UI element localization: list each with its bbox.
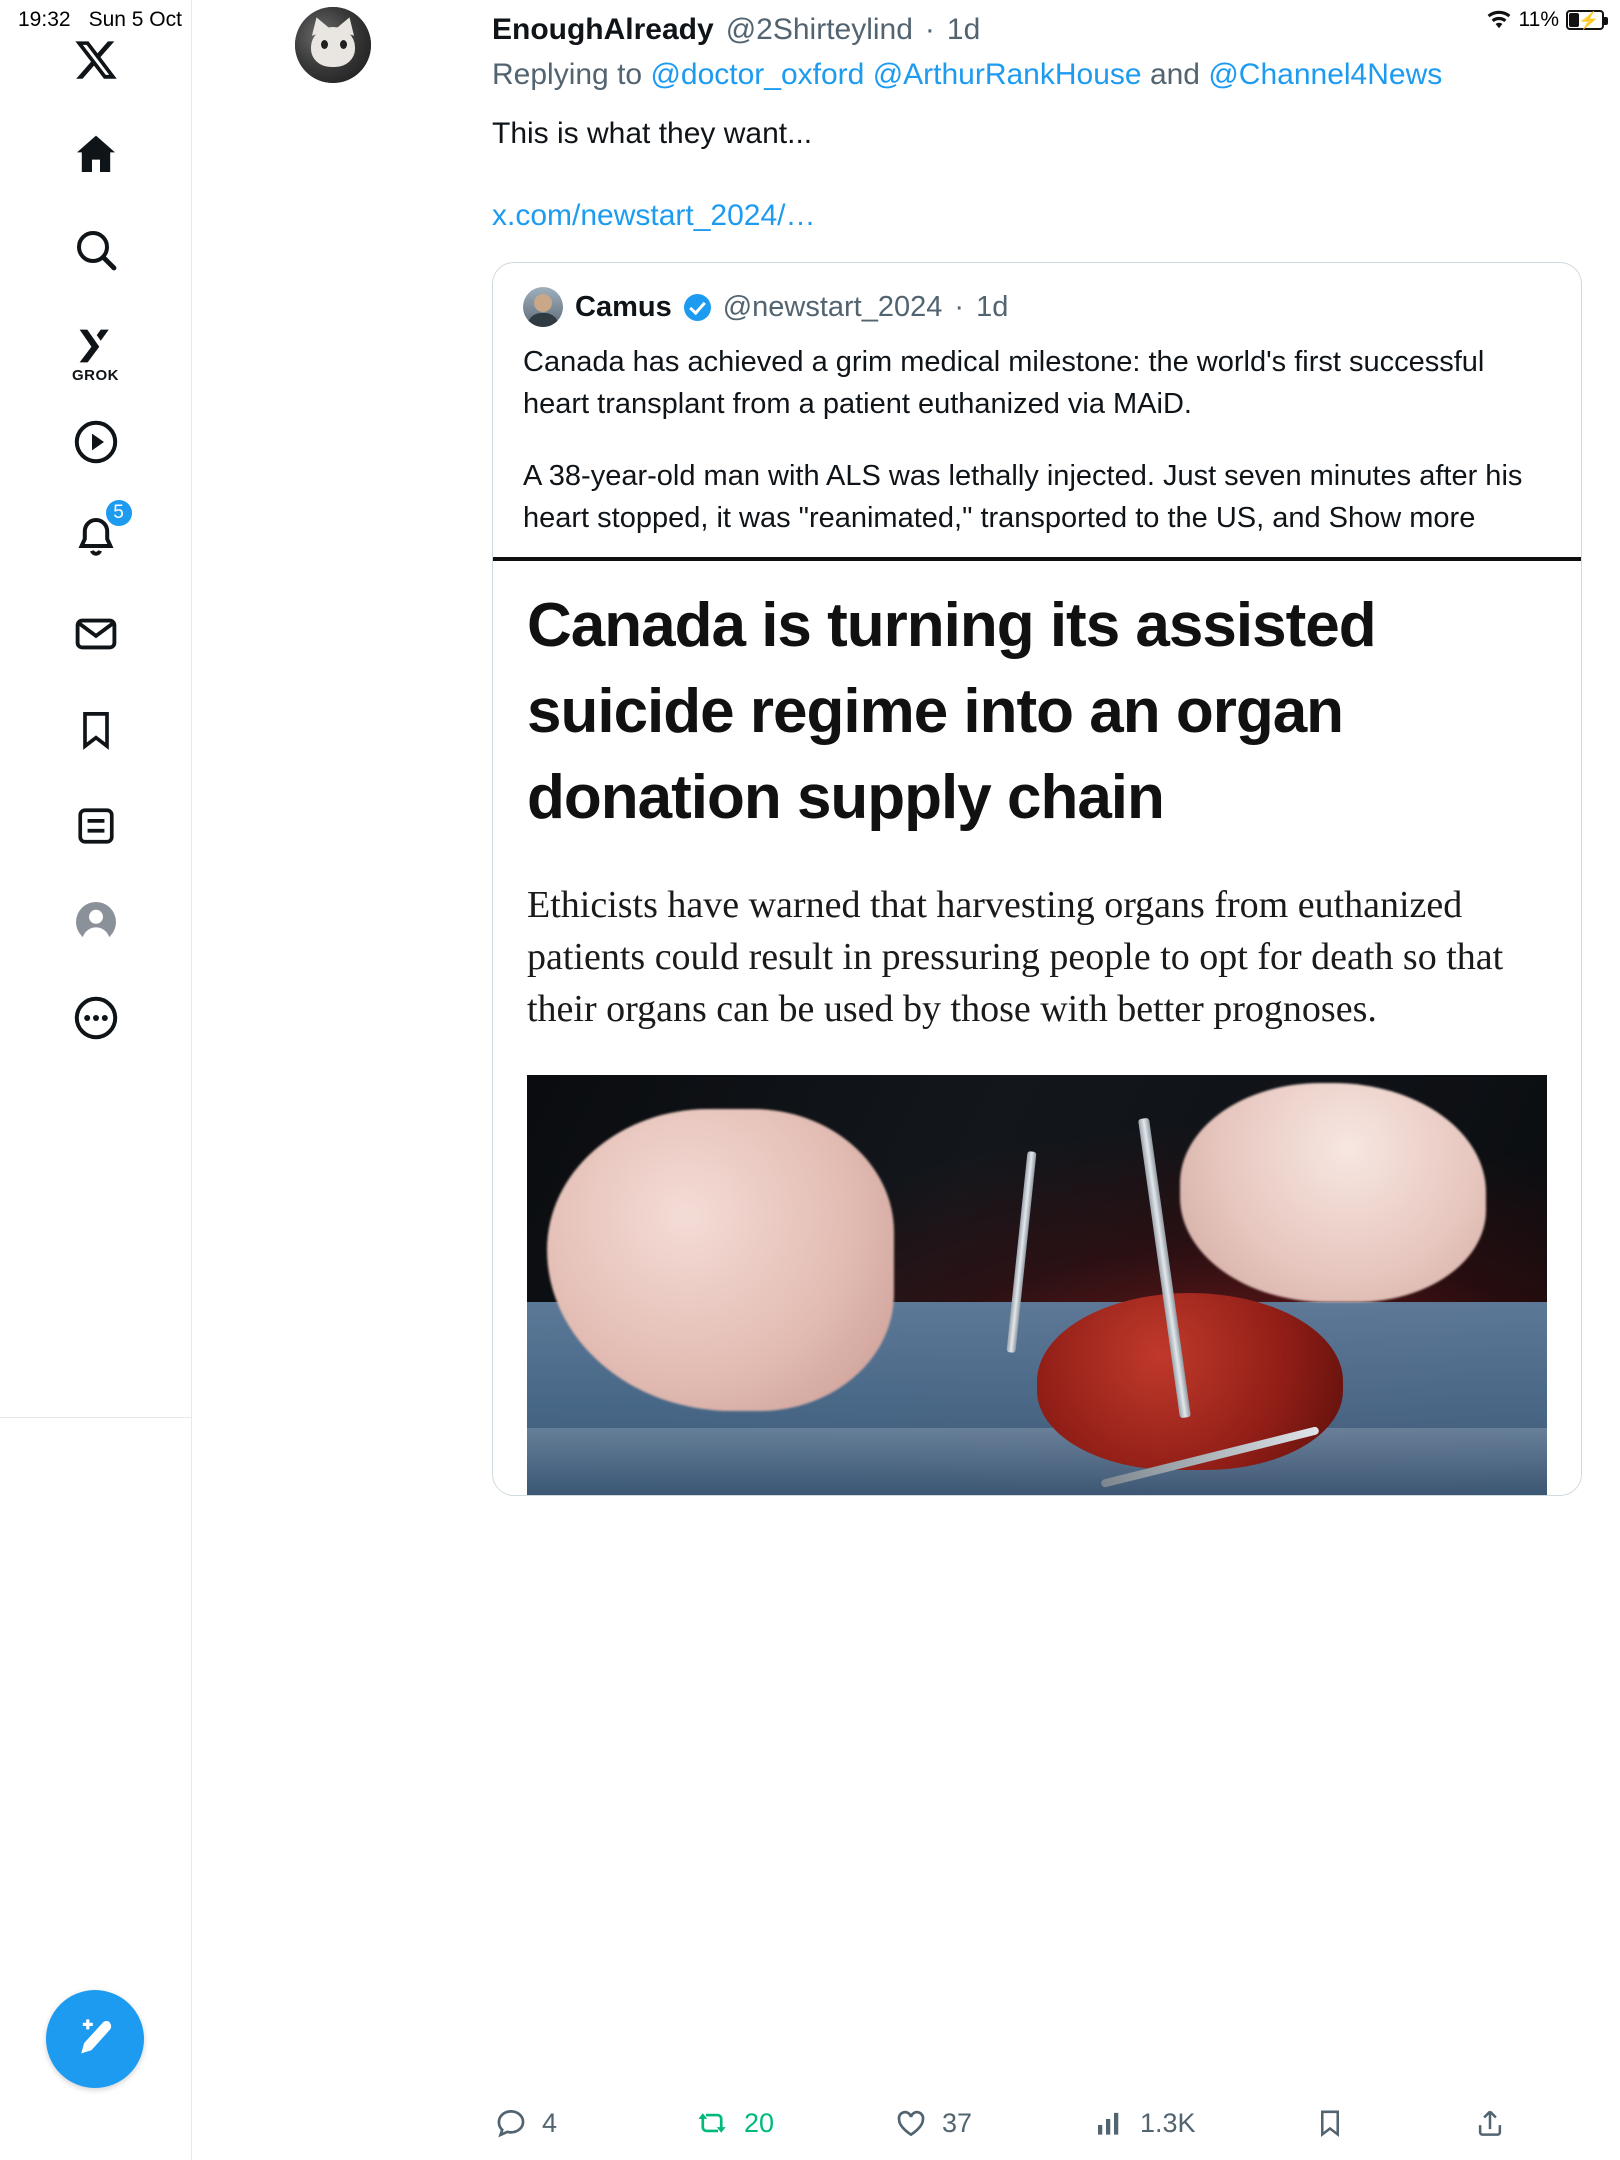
heart-icon [894, 2106, 928, 2140]
bookmark-icon [74, 708, 118, 752]
quoted-avatar[interactable] [523, 287, 563, 327]
replying-conjunction: and [1149, 58, 1200, 91]
home-icon [72, 130, 120, 178]
grok-icon [73, 326, 119, 366]
search-icon [72, 226, 120, 274]
views-button[interactable] [1094, 2107, 1314, 2139]
retweet-icon [694, 2106, 730, 2140]
compose-post-button[interactable] [46, 1990, 144, 2088]
like-count: 37 [942, 2107, 973, 2138]
main-column [192, 0, 1620, 2160]
quoted-tweet-header [493, 263, 1581, 327]
list-icon [74, 804, 118, 848]
status-bar [0, 0, 1620, 40]
reply-count: 4 [542, 2107, 558, 2138]
author-name[interactable]: EnoughAlready [492, 13, 714, 46]
author-handle[interactable]: @2Shirteylind [725, 13, 913, 46]
replying-prefix: Replying to [492, 58, 643, 91]
replying-to-line [292, 54, 1560, 96]
verified-badge-icon [684, 294, 711, 321]
notifications-badge: 5 [104, 498, 134, 528]
mention-link-3[interactable]: @Channel4News [1208, 58, 1443, 91]
reply-icon [494, 2106, 528, 2140]
sidebar-item-search[interactable] [48, 202, 144, 298]
sidebar-item-notifications[interactable] [48, 490, 144, 586]
status-date: Sun 5 Oct [88, 8, 182, 31]
retweet-count: 20 [744, 2107, 775, 2138]
quoted-paragraph-1: Canada has achieved a grim medical milestone: the world's first successful heart transplant from a patient euthanized via MAiD. [523, 346, 1485, 420]
share-button[interactable] [1474, 2107, 1594, 2139]
quoted-author-name[interactable]: Camus [575, 290, 672, 323]
retweet-button[interactable] [694, 2106, 894, 2140]
quoted-tweet-text [493, 327, 1581, 557]
like-button[interactable] [894, 2106, 1094, 2140]
status-time: 19:32 [18, 8, 71, 31]
sidebar-item-grok[interactable] [48, 298, 144, 394]
x-logo-icon [73, 37, 119, 83]
bookmark-icon [1314, 2107, 1346, 2139]
status-bar-right [1486, 0, 1604, 40]
sidebar-item-more[interactable] [48, 970, 144, 1066]
wifi-icon [1486, 10, 1512, 30]
profile-icon [72, 898, 120, 946]
sidebar-item-home[interactable] [48, 106, 144, 202]
sidebar-item-video[interactable] [48, 394, 144, 490]
quoted-paragraph-2: A 38-year-old man with ALS was lethally injected. Just seven minutes after his heart stopped, it was "reanimated," transported to the US, and Show more [523, 460, 1523, 534]
tweet-link[interactable]: x.com/newstart_2024/… [492, 199, 816, 232]
video-icon [72, 418, 120, 466]
sidebar-item-lists[interactable] [48, 778, 144, 874]
quoted-separator-dot: · [954, 290, 965, 323]
tweet-action-bar [384, 2086, 1620, 2160]
quoted-author-handle[interactable]: @newstart_2024 [722, 290, 943, 323]
quoted-tweet-card[interactable] [492, 262, 1582, 1496]
battery-charging-icon: ⚡ [1566, 10, 1604, 30]
mention-link-1[interactable]: @doctor_oxford [650, 58, 865, 91]
status-bar-left [18, 8, 182, 32]
mention-link-2[interactable]: @ArthurRankHouse [872, 58, 1142, 91]
compose-icon [71, 2015, 119, 2063]
sidebar-item-bookmarks[interactable] [48, 682, 144, 778]
more-icon [72, 994, 120, 1042]
analytics-icon [1094, 2107, 1126, 2139]
share-icon [1474, 2107, 1506, 2139]
article-headline: Canada is turning its assisted suicide regime into an organ donation supply chain [527, 591, 1376, 832]
battery-percent-label: 11% [1518, 8, 1559, 31]
sidebar-item-messages[interactable] [48, 586, 144, 682]
views-count: 1.3K [1140, 2107, 1196, 2138]
tweet-root [192, 0, 1620, 1496]
sidebar-nav [0, 0, 191, 1418]
article-lede: Ethicists have warned that harvesting organs from euthanized patients could result in pressuring people to opt for death so that their organs can be used by those with better prognoses. [527, 884, 1504, 1030]
article-preview[interactable] [493, 557, 1581, 1495]
separator-dot: · [924, 13, 935, 46]
sidebar [0, 0, 192, 2160]
sidebar-item-profile[interactable] [48, 874, 144, 970]
timestamp[interactable]: 1d [946, 13, 981, 46]
tweet-text: This is what they want... [492, 117, 813, 150]
quoted-timestamp[interactable]: 1d [976, 290, 1009, 323]
sidebar-item-label: GROK [72, 367, 119, 384]
reply-button[interactable] [494, 2106, 694, 2140]
bookmark-button[interactable] [1314, 2107, 1474, 2139]
surgery-photo [527, 1075, 1547, 1495]
envelope-icon [73, 611, 119, 657]
